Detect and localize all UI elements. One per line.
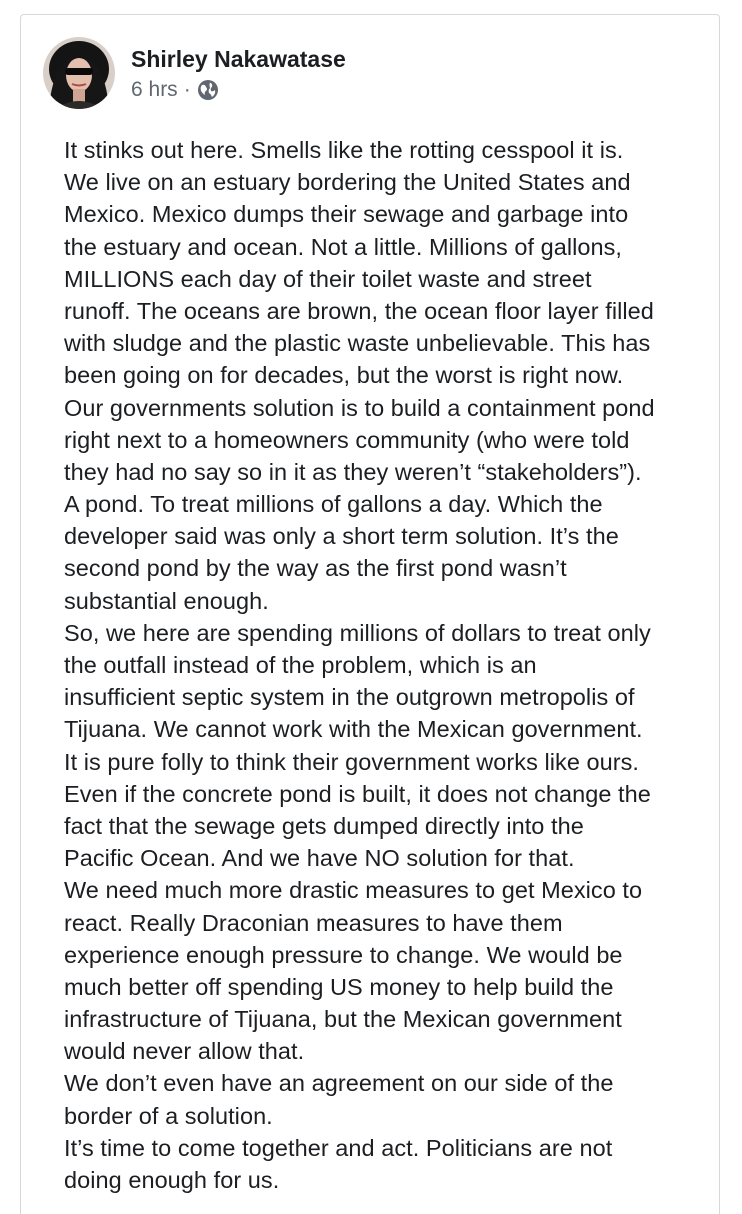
post-text-line: runoff. The oceans are brown, the ocean floor layer filled [64, 297, 654, 324]
post-card [20, 14, 720, 1214]
post-text-line: would never allow that. [64, 1038, 305, 1065]
post-text-line: Our governments solution is to build a containment pond [64, 394, 655, 421]
post-text-line: A pond. To treat millions of gallons a day. Which the [64, 491, 603, 518]
post-text-line: Mexico. Mexico dumps their sewage and garbage into [64, 201, 629, 228]
post-text-line: they had no say so in it as they weren’t “stakeholders”). [64, 458, 642, 485]
post-text-line: Even if the concrete pond is built, it does not change the [64, 780, 651, 807]
post-text-line: It is pure folly to think their government works like ours. [64, 748, 640, 775]
author-name[interactable]: Shirley Nakawatase [131, 46, 346, 72]
post-text-line: Pacific Ocean. And we have NO solution for that. [64, 845, 575, 872]
post-text-line: So, we here are spending millions of dollars to treat only [64, 619, 651, 646]
post-text-line: with sludge and the plastic waste unbelievable. This has [64, 330, 651, 357]
post-text-line: developer said was only a short term solution. It’s the [64, 523, 619, 550]
globe-icon[interactable] [197, 79, 219, 101]
post-text-line: It’s time to come together and act. Politicians are not [64, 1134, 613, 1161]
post-text-line: substantial enough. [64, 587, 269, 614]
post-text-line: infrastructure of Tijuana, but the Mexican government [64, 1006, 622, 1033]
post-text-line: border of a solution. [64, 1102, 273, 1129]
post-text-line: second pond by the way as the first pond wasn’t [64, 555, 567, 582]
post-text-line: doing enough for us. [64, 1167, 280, 1193]
post-text-line: react. Really Draconian measures to have them [64, 909, 563, 936]
post-text-line: experience enough pressure to change. We would be [64, 941, 623, 968]
post-text-line: MILLIONS each day of their toilet waste and street [64, 265, 592, 292]
post-text-line: We live on an estuary bordering the United States and [64, 169, 631, 196]
post-subline [131, 78, 346, 102]
post-text [64, 134, 734, 1196]
post-text-line: the outfall instead of the problem, which is an [64, 652, 537, 678]
post-text-line: the estuary and ocean. Not a little. Millions of gallons, [64, 233, 623, 260]
post-header [43, 37, 346, 109]
post-text-line: been going on for decades, but the worst is right now. [64, 362, 624, 389]
post-text-line: Tijuana. We cannot work with the Mexican government. [64, 716, 643, 743]
post-text-line: insufficient septic system in the outgrown metropolis of [64, 684, 635, 711]
separator-dot: · [183, 78, 191, 101]
post-meta [131, 44, 346, 102]
post-timestamp[interactable]: 6 hrs [131, 78, 178, 101]
post-text-line: We don’t even have an agreement on our side of the [64, 1070, 614, 1097]
post-text-line: We need much more drastic measures to get Mexico to [64, 877, 643, 904]
avatar[interactable] [43, 37, 115, 109]
post-text-line: It stinks out here. Smells like the rotting cesspool it is. [64, 137, 624, 163]
post-text-line: much better off spending US money to help build the [64, 973, 614, 1000]
post-text-line: right next to a homeowners community (who were told [64, 426, 630, 453]
post-text-line: fact that the sewage gets dumped directly into the [64, 812, 584, 839]
